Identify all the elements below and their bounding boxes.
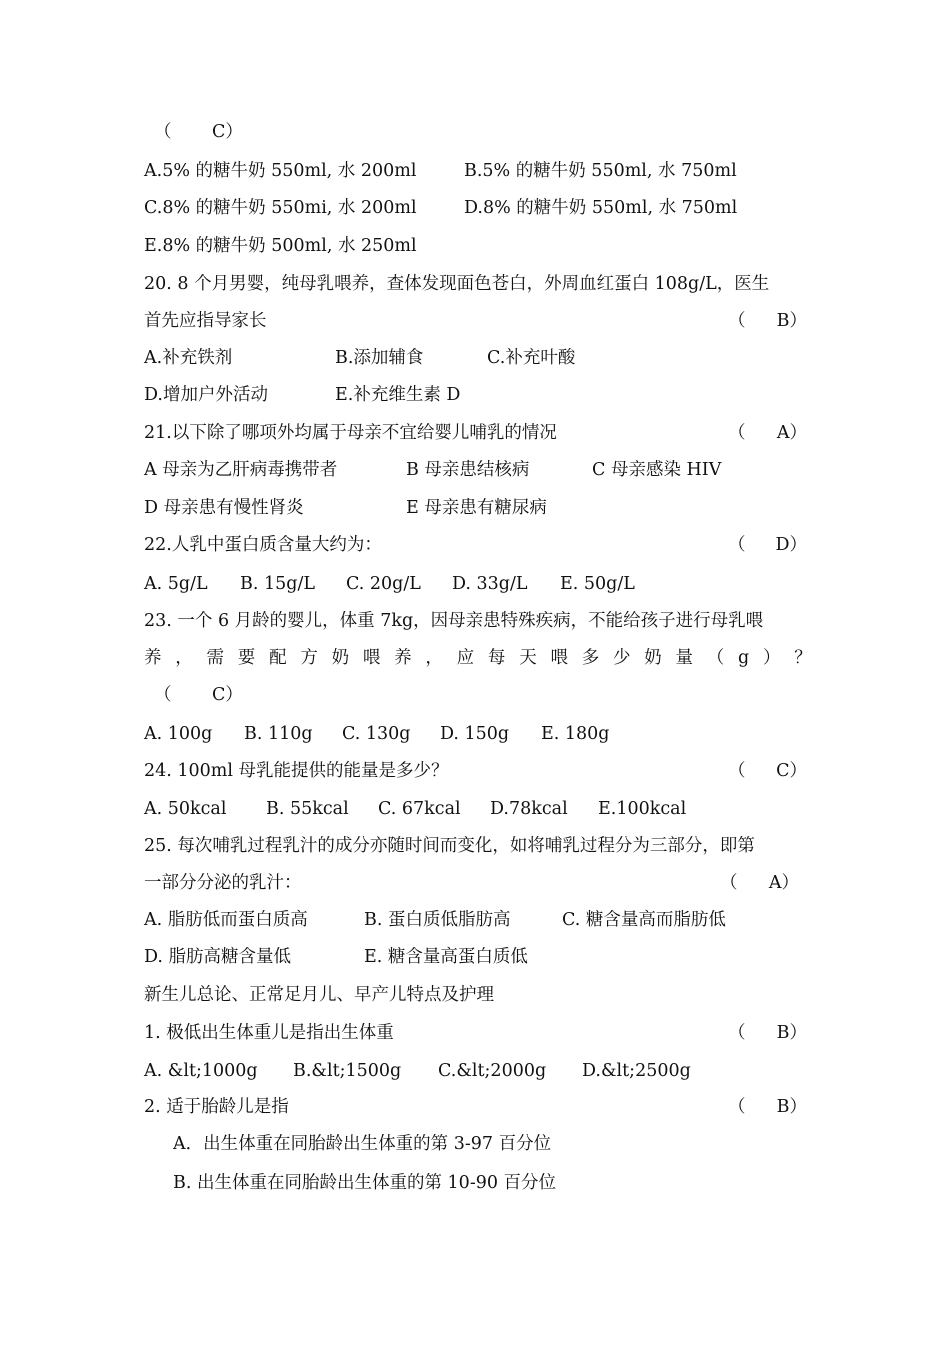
option: D. 150g <box>440 724 510 744</box>
answer-paren: （ <box>728 311 746 331</box>
answer-paren: （ <box>728 1023 746 1043</box>
option: E.补充维生素 D <box>335 385 461 405</box>
question-text: 22.人乳中蛋白质含量大约为： <box>144 535 382 555</box>
option: C. 糖含量高而脂肪低 <box>562 910 726 930</box>
char: 量 <box>675 648 694 668</box>
option: D.8% 的糖牛奶 550ml, 水 750ml <box>464 198 738 218</box>
option: B. 蛋白质低脂肪高 <box>364 910 511 930</box>
option: C. 130g <box>342 724 411 744</box>
answer-paren: （ <box>728 535 746 555</box>
answer-paren: （ <box>154 685 172 705</box>
char: 每 <box>487 648 506 668</box>
option: B.添加辅食 <box>335 348 424 368</box>
answer-letter: B） <box>776 1023 807 1043</box>
option: A. 100g <box>144 724 213 744</box>
answer-letter: C） <box>212 685 243 705</box>
option: B. 出生体重在同胎龄出生体重的第 10-90 百分位 <box>173 1173 557 1193</box>
char: 多 <box>581 648 600 668</box>
justified-line <box>144 646 812 670</box>
answer-letter: A） <box>768 873 799 893</box>
option: A 母亲为乙肝病毒携带者 <box>144 460 338 480</box>
question-text: 20. 8 个月男婴，纯母乳喂养，查体发现面色苍白，外周血红蛋白 108g/L，医生 <box>144 274 770 294</box>
option: B.&lt;1500g <box>293 1061 402 1081</box>
option: E. 糖含量高蛋白质低 <box>364 947 528 967</box>
option: B 母亲患结核病 <box>406 460 530 480</box>
char: 应 <box>456 648 475 668</box>
char: ？ <box>794 648 812 668</box>
char: ） <box>763 648 781 668</box>
option: C.8% 的糖牛奶 550mi, 水 200ml <box>144 198 417 218</box>
char: （ <box>706 648 725 668</box>
char: 奶 <box>331 648 350 668</box>
question-text: 21.以下除了哪项外均属于母亲不宜给婴儿哺乳的情况 <box>144 423 557 443</box>
option: B.5% 的糖牛奶 550ml, 水 750ml <box>464 161 737 181</box>
option: D 母亲患有慢性肾炎 <box>144 498 304 518</box>
option: E. 50g/L <box>560 574 635 594</box>
option: D. 33g/L <box>452 574 528 594</box>
char: g <box>738 648 750 668</box>
option: C 母亲感染 HIV <box>592 460 722 480</box>
char: ， <box>175 648 193 668</box>
char: 少 <box>612 648 631 668</box>
option: C. 20g/L <box>346 574 421 594</box>
answer-letter: C） <box>776 761 807 781</box>
option: A. &lt;1000g <box>144 1061 258 1081</box>
question-text: 24. 100ml 母乳能提供的能量是多少？ <box>144 761 449 781</box>
option: B. 15g/L <box>240 574 315 594</box>
answer-paren: （ <box>720 873 738 893</box>
char: 配 <box>269 648 287 668</box>
option: A. 脂肪低而蛋白质高 <box>144 910 308 930</box>
option: C.补充叶酸 <box>487 348 576 368</box>
option: A. 50kcal <box>144 799 227 819</box>
char: 奶 <box>644 648 662 668</box>
question-text: 23. 一个 6 月龄的婴儿，体重 7kg，因母亲患特殊疾病，不能给孩子进行母乳喂 <box>144 611 764 631</box>
char: 需 <box>206 648 225 668</box>
option: C. 67kcal <box>378 799 461 819</box>
option: A. 5g/L <box>144 574 208 594</box>
option: E 母亲患有糖尿病 <box>406 498 547 518</box>
answer-paren: （ <box>728 423 746 443</box>
option: D.&lt;2500g <box>582 1061 691 1081</box>
option: E.100kcal <box>598 799 687 819</box>
char: 要 <box>237 648 256 668</box>
option: B. 55kcal <box>266 799 349 819</box>
answer-paren: （ <box>728 761 746 781</box>
option: A.5% 的糖牛奶 550ml, 水 200ml <box>144 161 417 181</box>
option: D. 脂肪高糖含量低 <box>144 947 292 967</box>
answer-letter: B） <box>776 311 807 331</box>
question-text: 一部分分泌的乳汁： <box>144 873 302 893</box>
option: E.8% 的糖牛奶 500ml, 水 250ml <box>144 236 417 256</box>
option: C.&lt;2000g <box>438 1061 547 1081</box>
char: 方 <box>300 648 318 668</box>
char: 天 <box>519 648 537 668</box>
answer-letter: B） <box>776 1097 807 1117</box>
question-text: 2. 适于胎龄儿是指 <box>144 1097 289 1117</box>
answer-letter: C） <box>212 122 243 142</box>
option: D.增加户外活动 <box>144 385 268 405</box>
char: 喂 <box>550 648 568 668</box>
option: A．出生体重在同胎龄出生体重的第 3-97 百分位 <box>173 1134 552 1154</box>
option: D.78kcal <box>490 799 568 819</box>
answer-paren: （ <box>728 1097 746 1117</box>
char: 喂 <box>362 648 381 668</box>
char: 养 <box>394 648 412 668</box>
char: ， <box>425 648 443 668</box>
question-text: 首先应指导家长 <box>144 311 267 331</box>
answer-paren: （ <box>154 122 172 142</box>
question-text: 1. 极低出生体重儿是指出生体重 <box>144 1023 394 1043</box>
option: B. 110g <box>244 724 313 744</box>
question-text: 25. 每次哺乳过程乳汁的成分亦随时间而变化，如将哺乳过程分为三部分，即第 <box>144 836 755 856</box>
answer-letter: D） <box>775 535 807 555</box>
char: 养 <box>144 648 162 668</box>
option: A.补充铁剂 <box>144 348 233 368</box>
section-title: 新生儿总论、正常足月儿、早产儿特点及护理 <box>144 985 494 1005</box>
option: E. 180g <box>541 724 610 744</box>
answer-letter: A） <box>776 423 807 443</box>
